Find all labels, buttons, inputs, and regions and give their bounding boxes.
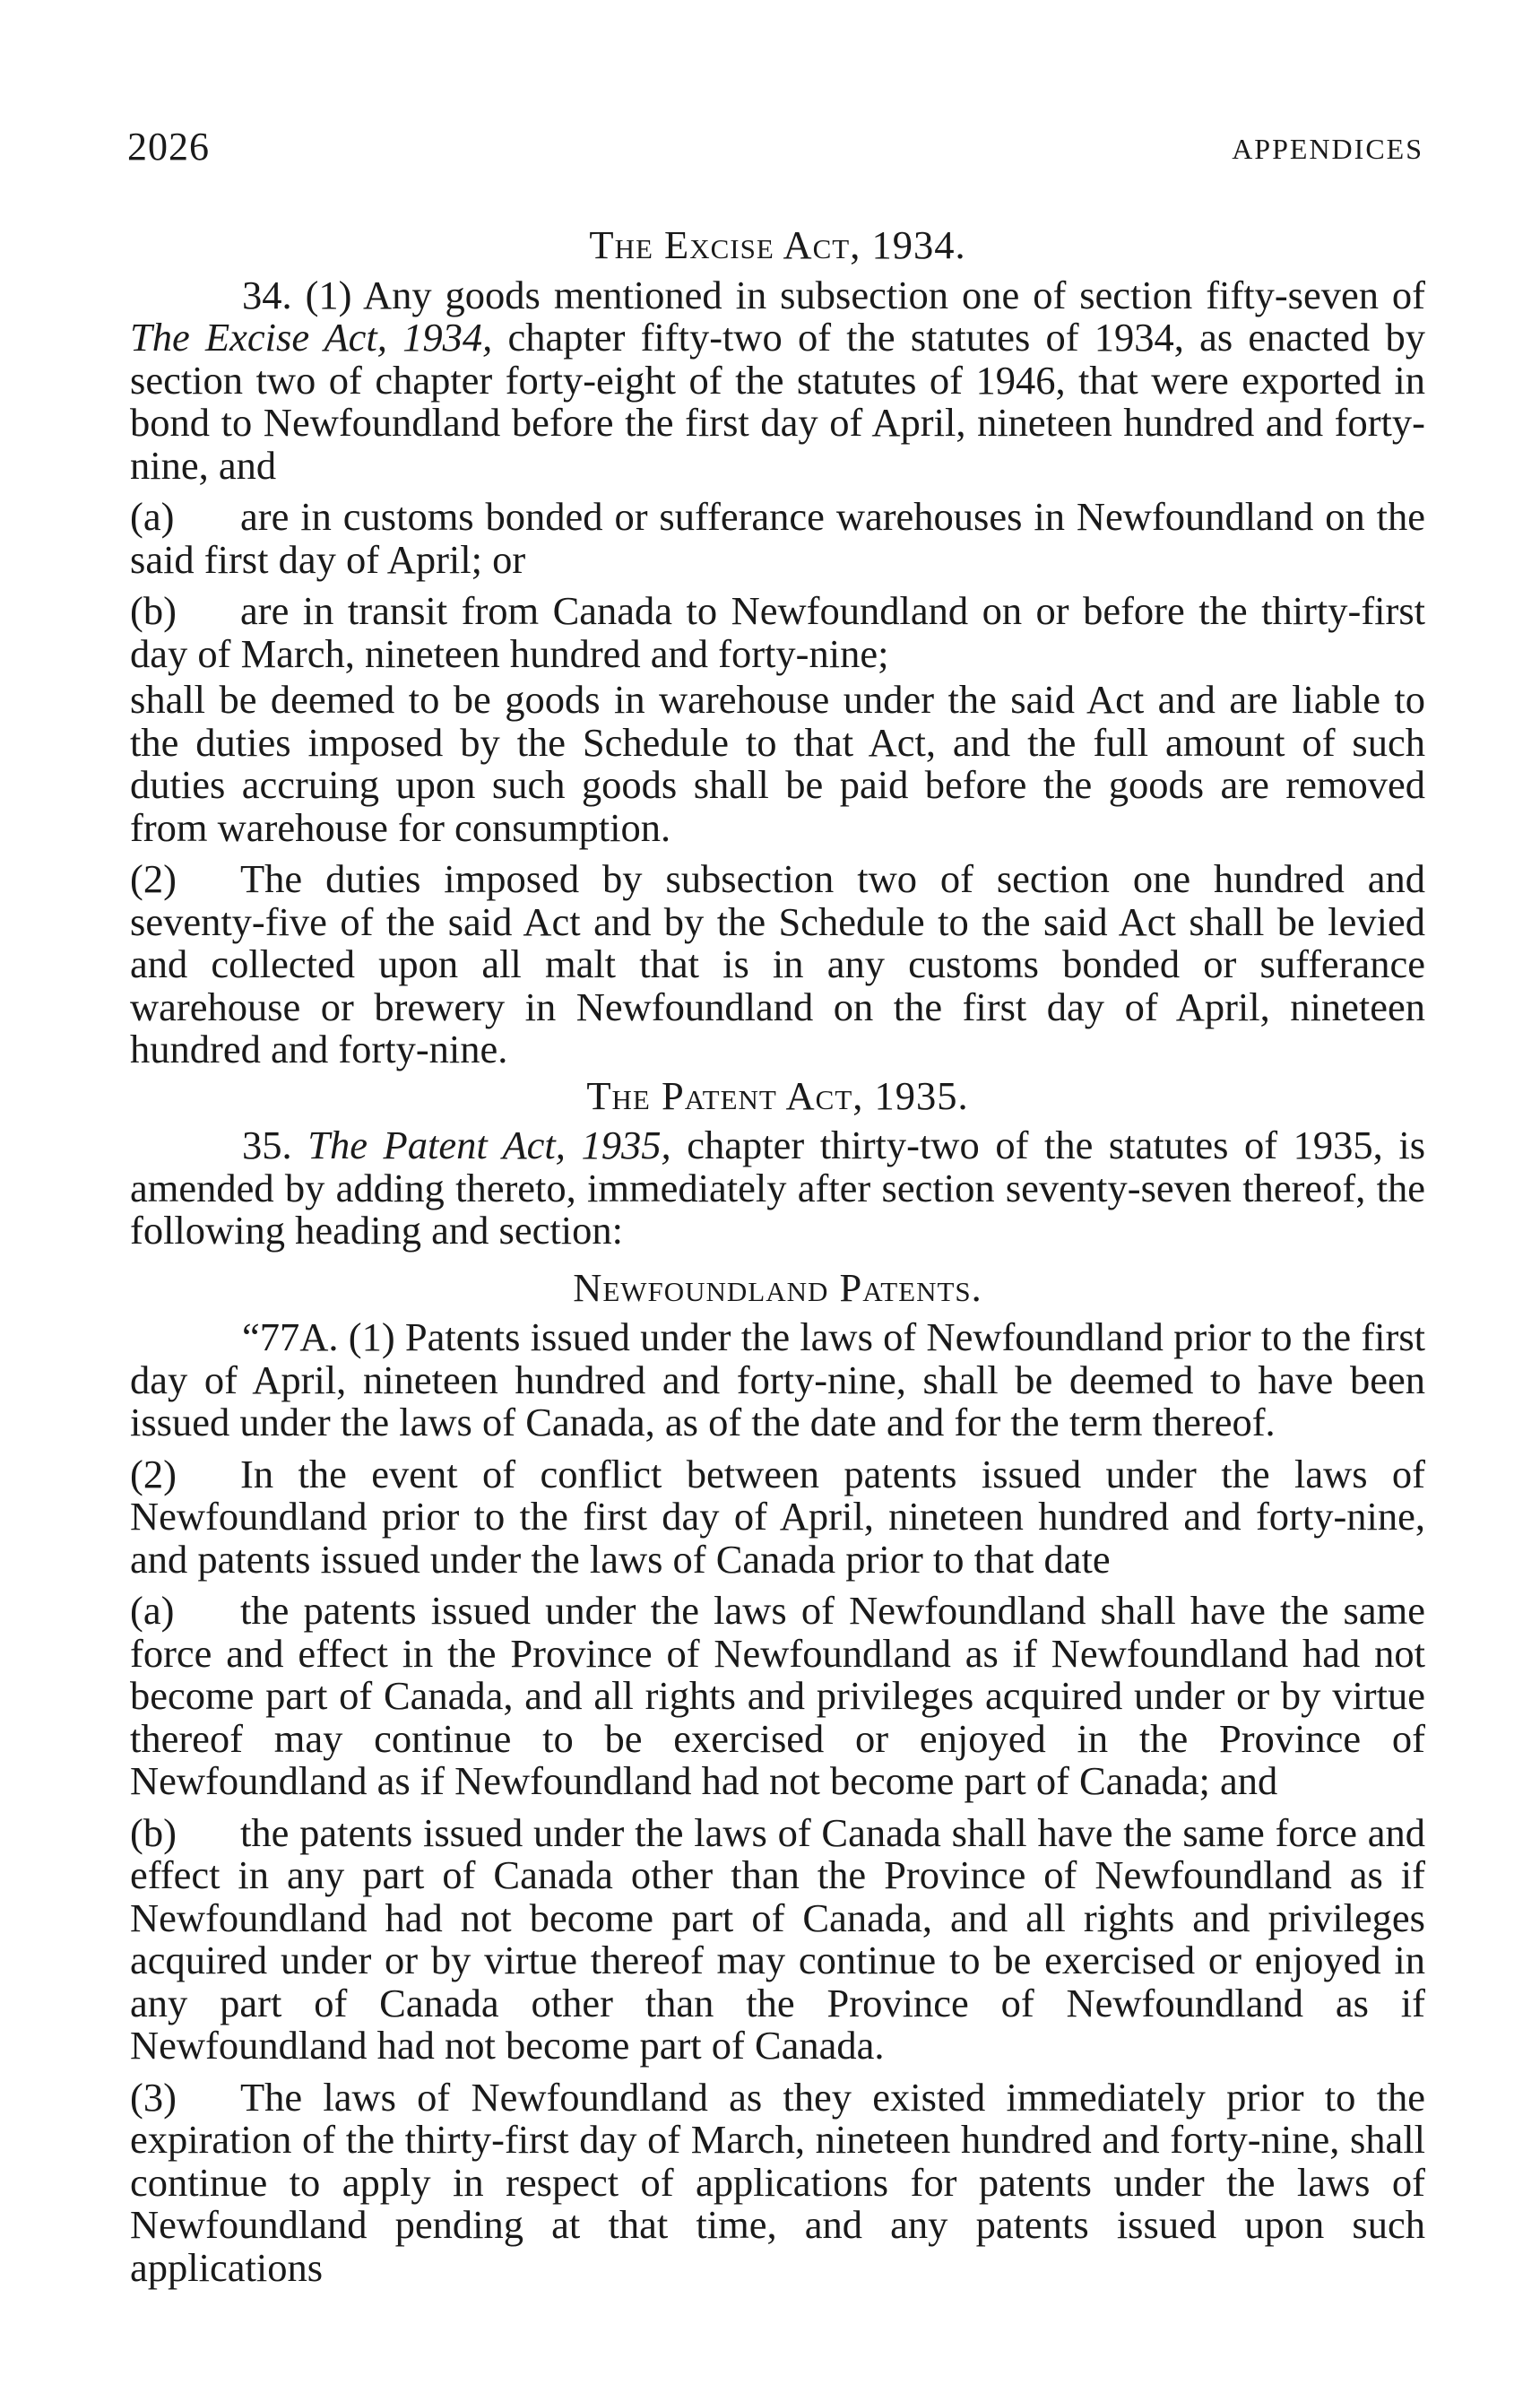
section-34-2 [130,858,1425,1071]
section-35 [130,1124,1425,1253]
patent-act-heading: The Patent Act, 1935. [586,1072,969,1118]
clause-label: (b) [130,588,177,633]
subsection-label: (2) [130,1451,177,1496]
section-77a-3 [130,2074,1425,2290]
clause-text: the patents issued under the laws of Canada shall have the same force and effect in any part of Canada other than the Province of Newfoundland as if Newfoundland had not become part of Canada, and all rights and privileges acquired under or by virtue thereof may continue to be exercised or enjoyed in any part of Canada other than the Province of Newfoundland as if Newfoundland had not become part of Canada. [130,1809,1425,2068]
clause-label: (a) [130,494,175,539]
excise-closing-text: shall be deemed to be goods in warehouse under the said Act and are liable to the duties imposed by the Schedule to that Act, and the full amount of such duties accruing upon such goods shall be paid before the goods are removed from warehouse for consumption. [130,677,1425,850]
section-77a-number: “77A. (1) [242,1314,395,1359]
page-number: 2026 [127,125,210,169]
section-34-number: 34. (1) [242,272,352,317]
running-head: APPENDICES [1232,133,1423,165]
subsection-label: (3) [130,2074,177,2120]
subsection-text: The duties imposed by subsection two of section one hundred and seventy-five of the said Act and by the Schedule to the said Act shall be levied and collected upon all malt that is in any customs bonded or sufferance warehouse or brewery in Newfoundland on the first day of April, nineteen hundred and forty-nine. [130,856,1425,1071]
section-77a-1 [130,1316,1425,1444]
subsection-text: The laws of Newfoundland as they existed immediately prior to the expiration of the thirty-first day of March, nineteen hundred and forty-nine, shall continue to apply in respect of applications for patents under the laws of Newfoundland pending at that time, and any patents issued upon such applications [130,2074,1425,2290]
subsection-text: In the event of conflict between patents issued under the laws of Newfoundland prior to the first day of April, nineteen hundred and forty-nine, and patents issued under the laws of Canada prior to that date [130,1451,1425,1582]
section-34-text-a: Any goods mentioned in subsection one of section fifty-seven of [362,272,1425,317]
excise-clause-a [130,496,1425,581]
section-77a-text: Patents issued under the laws of Newfoundland prior to the first day of April, nineteen hundred and forty-nine, shall be deemed to have been issued under the laws of Canada, as of the date and for the term thereof. [130,1314,1425,1444]
patent-act-title: The Patent Act, 1935, [307,1123,671,1167]
clause-label: (a) [130,1588,175,1633]
clause-text: are in transit from Canada to Newfoundland on or before the thirty-first day of March, nineteen hundred and forty-nine; [130,588,1425,676]
clause-text: are in customs bonded or sufferance warehouses in Newfoundland on the said first day of April; or [130,494,1425,582]
section-35-number: 35. [242,1123,292,1167]
clause-label: (b) [130,1809,177,1855]
patent-clause-b [130,1809,1425,2068]
clause-text: the patents issued under the laws of Newfoundland shall have the same force and effect in the Province of Newfoundland as if Newfoundland had not become part of Canada, and all rights and privileges acquired under or by virtue thereof may continue to be exercised or enjoyed in the Province of Newfoundland as if Newfoundland had not become part of Canada; and [130,1588,1425,1803]
section-34-text-b: chapter fifty-two of the statutes of 1934, as enacted by section two of chapter forty-eight of the statutes of 1946, that were exported in bond to Newfoundland before the first day of April, nineteen hundred and forty-nine, and [130,315,1425,488]
section-77a-2 [130,1453,1425,1582]
section-34-1 [130,274,1425,488]
page-header [127,124,1423,178]
excise-clause-b [130,590,1425,675]
patent-clause-a [130,1590,1425,1803]
excise-act-title: The Excise Act, 1934, [130,315,493,360]
excise-act-heading: The Excise Act, 1934. [589,222,966,267]
newfoundland-patents-heading: Newfoundland Patents. [573,1264,982,1310]
subsection-label: (2) [130,856,177,901]
page-body [130,224,1425,2298]
section-35-text: chapter thirty-two of the statutes of 1935, is amended by adding thereto, immediately after section seventy-seven thereof, the following heading and section: [130,1123,1426,1253]
